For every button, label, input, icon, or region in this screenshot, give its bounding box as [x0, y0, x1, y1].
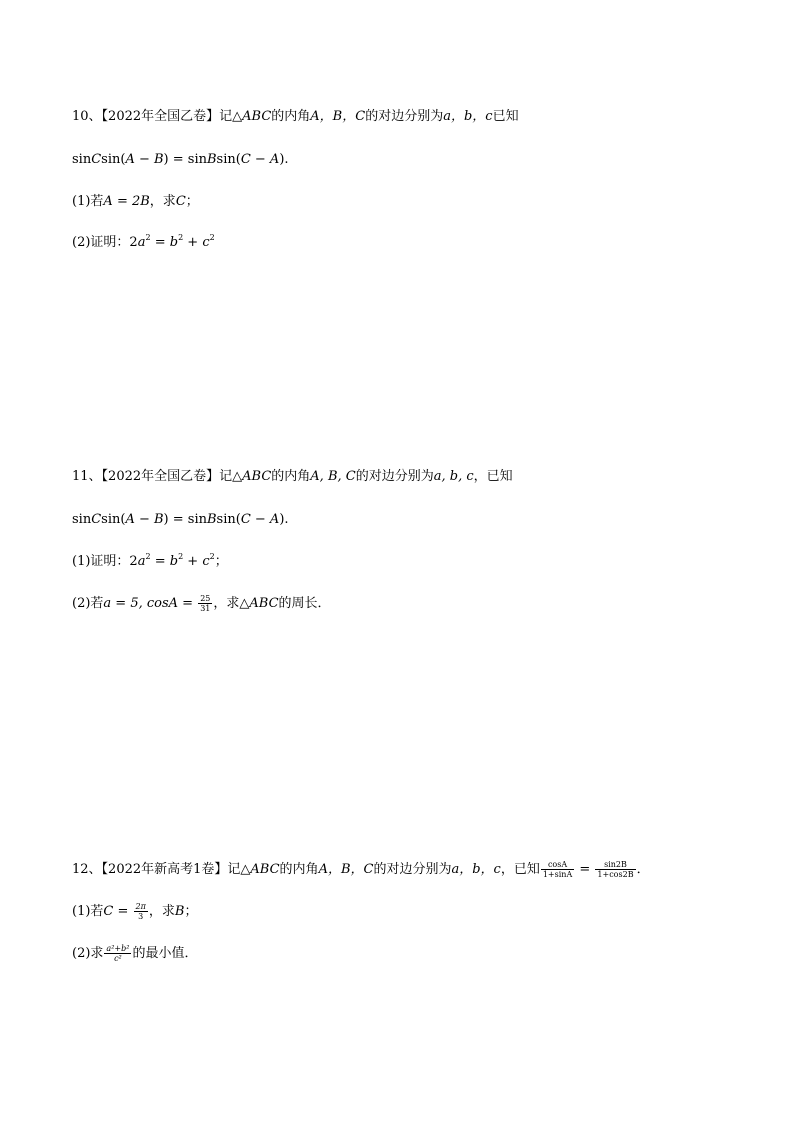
eq-var: C	[91, 152, 102, 167]
fraction	[541, 860, 574, 879]
eq-var: C	[91, 512, 102, 527]
part-math: A = 2B	[103, 194, 150, 209]
q12-angles: A，B，C	[318, 862, 374, 877]
q12-text: ，已知	[500, 862, 540, 877]
eq-text: sin(	[101, 512, 126, 527]
q12-sides: a，b，c	[451, 862, 501, 877]
q10-sides: a，b，c	[443, 109, 493, 124]
q10-number: 10、	[72, 109, 102, 124]
eq-var: B	[206, 512, 217, 527]
fraction-numerator: 25	[200, 594, 211, 603]
eq-var: A − B	[125, 152, 164, 167]
part-math: $2a^2 = b^2 + c^2$	[129, 233, 215, 250]
part-math: B	[174, 904, 185, 919]
part-label: (1)若	[72, 904, 104, 919]
part-text: ，求	[149, 194, 176, 209]
q10-triangle: ABC	[242, 109, 272, 124]
eq-text: ) = sin	[163, 152, 207, 167]
fraction-denominator: 1+cos2B	[597, 870, 634, 879]
fraction	[104, 944, 131, 963]
eq-text: ).	[279, 152, 289, 167]
part-math: =	[178, 596, 198, 611]
part-math: $2a^2 = b^2 + c^2$	[129, 552, 215, 569]
eq-var: A − B	[125, 512, 164, 527]
eq-text: sin	[72, 512, 92, 527]
q11-part2	[72, 594, 331, 613]
part-text: ，求△	[213, 596, 250, 611]
q10-part1	[72, 193, 199, 211]
q10-part2	[72, 234, 215, 252]
q11-angles: A, B, C	[310, 469, 356, 484]
part-text: ，求	[148, 904, 175, 919]
q12-number: 12、	[72, 862, 102, 877]
q10-angles: A，B，C	[310, 109, 366, 124]
eq-var: B	[206, 152, 217, 167]
eq-text: ) = sin	[163, 512, 207, 527]
q12-stem	[72, 860, 650, 879]
part-math: =	[575, 862, 595, 877]
q10-text: 已知	[492, 109, 519, 124]
part-text: ．	[636, 862, 650, 877]
part-label: (2)若	[72, 596, 104, 611]
q11-part1	[72, 553, 228, 571]
q11-stem	[72, 468, 513, 486]
q12-text: 的内角	[279, 862, 319, 877]
q11-sides: a, b, c	[433, 469, 474, 484]
q12-intro: 记△	[227, 862, 251, 877]
fraction-denominator: 31	[200, 604, 211, 613]
eq-var: C − A	[240, 152, 280, 167]
part-text: ；	[185, 194, 199, 209]
fraction-denominator: 3	[138, 912, 144, 921]
eq-text: sin(	[101, 152, 126, 167]
q12-part2	[72, 944, 197, 963]
part-math: a = 5, cos	[103, 596, 169, 611]
eq-text: sin(	[216, 152, 241, 167]
part-label: (1)证明：	[72, 554, 130, 569]
q12-triangle: ABC	[250, 862, 280, 877]
part-text: ；	[214, 554, 228, 569]
q10-text: 的对边分别为	[365, 109, 444, 124]
q11-number: 11、	[72, 469, 102, 484]
part-label: (2)求	[72, 946, 104, 961]
q10-text: 的内角	[271, 109, 311, 124]
q10-intro: 记△	[219, 109, 243, 124]
q11-intro: 记△	[219, 469, 243, 484]
part-math: A	[168, 596, 179, 611]
fraction-numerator: a²+b²	[106, 944, 130, 953]
q11-source: 【2022年全国乙卷】	[101, 469, 220, 484]
q10-source: 【2022年全国乙卷】	[101, 109, 220, 124]
eq-var: C − A	[240, 512, 280, 527]
fraction-numerator: cosA	[541, 860, 574, 870]
fraction	[198, 594, 212, 613]
q11-text: ，已知	[473, 469, 513, 484]
fraction-numerator: 2π	[135, 902, 146, 911]
q12-part1	[72, 902, 197, 921]
q12-source: 【2022年新高考1卷】	[101, 862, 228, 877]
part-math: C =	[103, 904, 133, 919]
part-text: 的周长．	[278, 596, 331, 611]
fraction-denominator: c²	[114, 954, 122, 963]
q11-text: 的对边分别为	[355, 469, 434, 484]
fraction-numerator: sin2B	[595, 860, 635, 870]
part-math: ABC	[249, 596, 279, 611]
q10-equation	[72, 151, 289, 169]
fraction	[595, 860, 635, 879]
part-label: (1)若	[72, 194, 104, 209]
fraction-denominator: 1+sinA	[542, 870, 573, 879]
part-text: ；	[184, 904, 198, 919]
fraction	[134, 902, 148, 921]
eq-text: sin	[72, 152, 92, 167]
part-math: C	[175, 194, 186, 209]
q11-triangle: ABC	[242, 469, 272, 484]
part-label: (2)证明：	[72, 235, 130, 250]
q11-equation	[72, 511, 289, 529]
part-text: 的最小值．	[132, 946, 198, 961]
q10-stem	[72, 108, 519, 126]
eq-text: ).	[279, 512, 289, 527]
q11-text: 的内角	[271, 469, 311, 484]
eq-text: sin(	[216, 512, 241, 527]
q12-text: 的对边分别为	[373, 862, 452, 877]
